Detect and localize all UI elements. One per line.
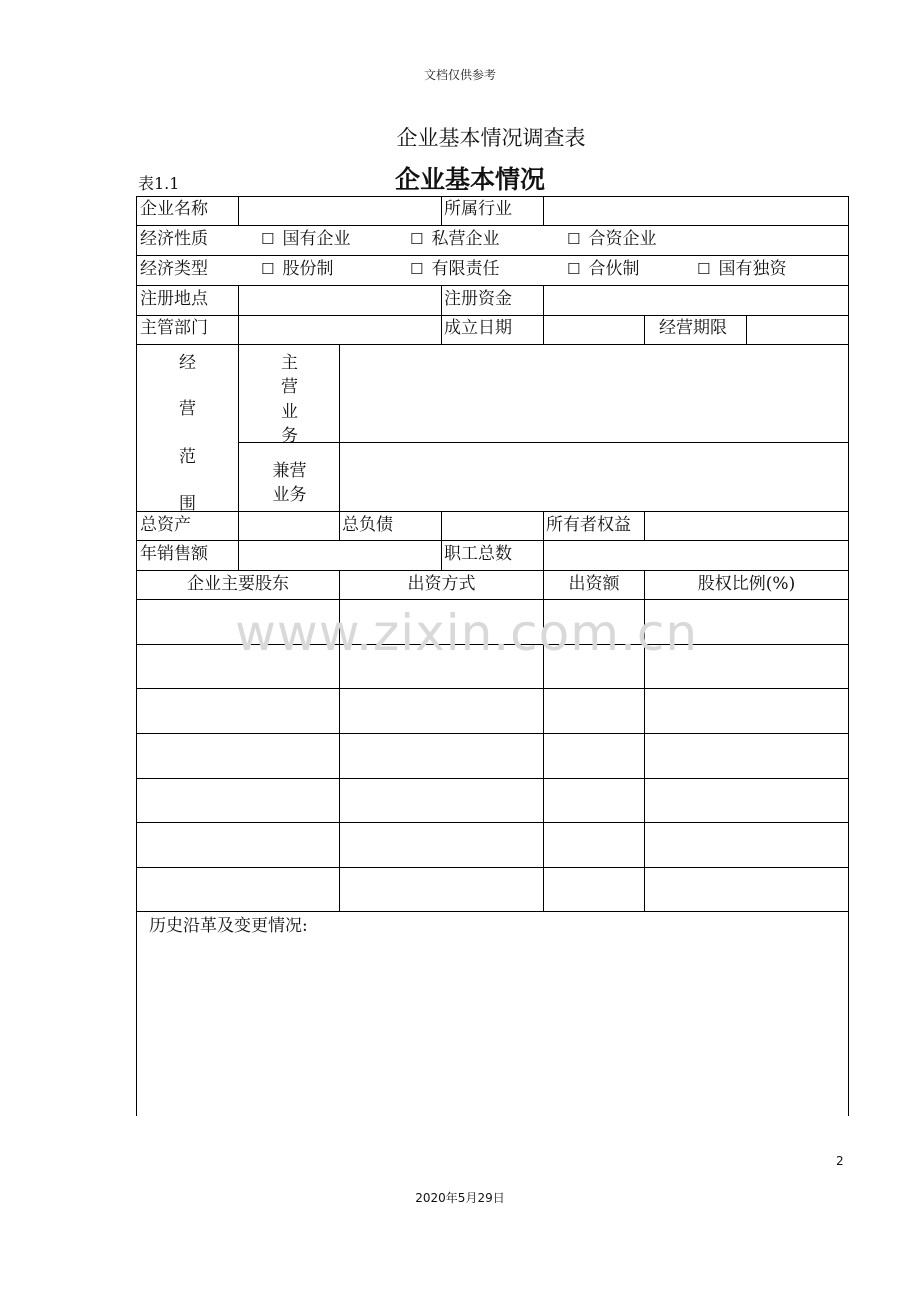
table-number-label: 表1.1 bbox=[138, 174, 180, 193]
label-reg-location: 注册地点 bbox=[140, 289, 208, 309]
header-contribution-amount: 出资额 bbox=[568, 574, 620, 594]
option-private[interactable]: ☐ 私营企业 bbox=[410, 229, 500, 249]
document-title: 企业基本情况调查表 bbox=[396, 126, 586, 150]
label-history-changes: 历史沿革及变更情况: bbox=[149, 916, 308, 936]
option-state-owned[interactable]: ☐ 国有企业 bbox=[261, 229, 351, 249]
scope-char: 经 bbox=[179, 353, 196, 373]
label-econ-nature: 经济性质 bbox=[140, 229, 208, 249]
label-industry: 所属行业 bbox=[444, 199, 512, 219]
header-contribution-method: 出资方式 bbox=[407, 574, 476, 594]
label-business-term: 经营期限 bbox=[659, 318, 727, 338]
main-business-char: 营 bbox=[281, 377, 298, 397]
option-partnership[interactable]: ☐ 合伙制 bbox=[567, 259, 640, 279]
watermark: www.zixin.com.cn bbox=[235, 604, 699, 662]
checkbox-icon: ☐ bbox=[261, 260, 275, 278]
label-owner-equity: 所有者权益 bbox=[546, 515, 631, 535]
side-business-line: 兼营 bbox=[272, 461, 307, 481]
option-limited-liability[interactable]: ☐ 有限责任 bbox=[410, 259, 500, 279]
scope-char: 范 bbox=[179, 447, 196, 467]
page-number: 2 bbox=[836, 1154, 844, 1168]
checkbox-icon: ☐ bbox=[261, 230, 275, 248]
label-company-name: 企业名称 bbox=[140, 199, 208, 219]
label-annual-sales: 年销售额 bbox=[140, 544, 208, 564]
header-note: 文档仅供参考 bbox=[423, 68, 496, 82]
label-reg-capital: 注册资金 bbox=[444, 289, 512, 309]
header-main-shareholders: 企业主要股东 bbox=[187, 574, 289, 594]
table-title: 企业基本情况 bbox=[395, 165, 546, 194]
footer-date: 2020年5月29日 bbox=[415, 1191, 505, 1205]
label-econ-type: 经济类型 bbox=[140, 259, 208, 279]
checkbox-icon: ☐ bbox=[410, 230, 424, 248]
option-wholly-state-owned[interactable]: ☐ 国有独资 bbox=[697, 259, 787, 279]
side-business-line: 业务 bbox=[272, 485, 307, 505]
scope-char: 营 bbox=[179, 399, 196, 419]
header-equity-ratio: 股权比例(%) bbox=[697, 574, 796, 594]
checkbox-icon: ☐ bbox=[567, 260, 581, 278]
option-joint-stock[interactable]: ☐ 股份制 bbox=[261, 259, 334, 279]
scope-char: 围 bbox=[179, 494, 196, 514]
option-joint-venture[interactable]: ☐ 合资企业 bbox=[567, 229, 657, 249]
label-total-assets: 总资产 bbox=[140, 515, 191, 535]
label-founded-date: 成立日期 bbox=[444, 318, 512, 338]
label-employees: 职工总数 bbox=[444, 544, 512, 564]
label-supervisor: 主管部门 bbox=[140, 318, 208, 338]
checkbox-icon: ☐ bbox=[567, 230, 581, 248]
checkbox-icon: ☐ bbox=[697, 260, 711, 278]
checkbox-icon: ☐ bbox=[410, 260, 424, 278]
main-business-char: 务 bbox=[281, 426, 298, 446]
label-total-liabilities: 总负债 bbox=[342, 515, 393, 535]
main-business-char: 主 bbox=[281, 353, 298, 373]
main-business-char: 业 bbox=[281, 402, 298, 422]
